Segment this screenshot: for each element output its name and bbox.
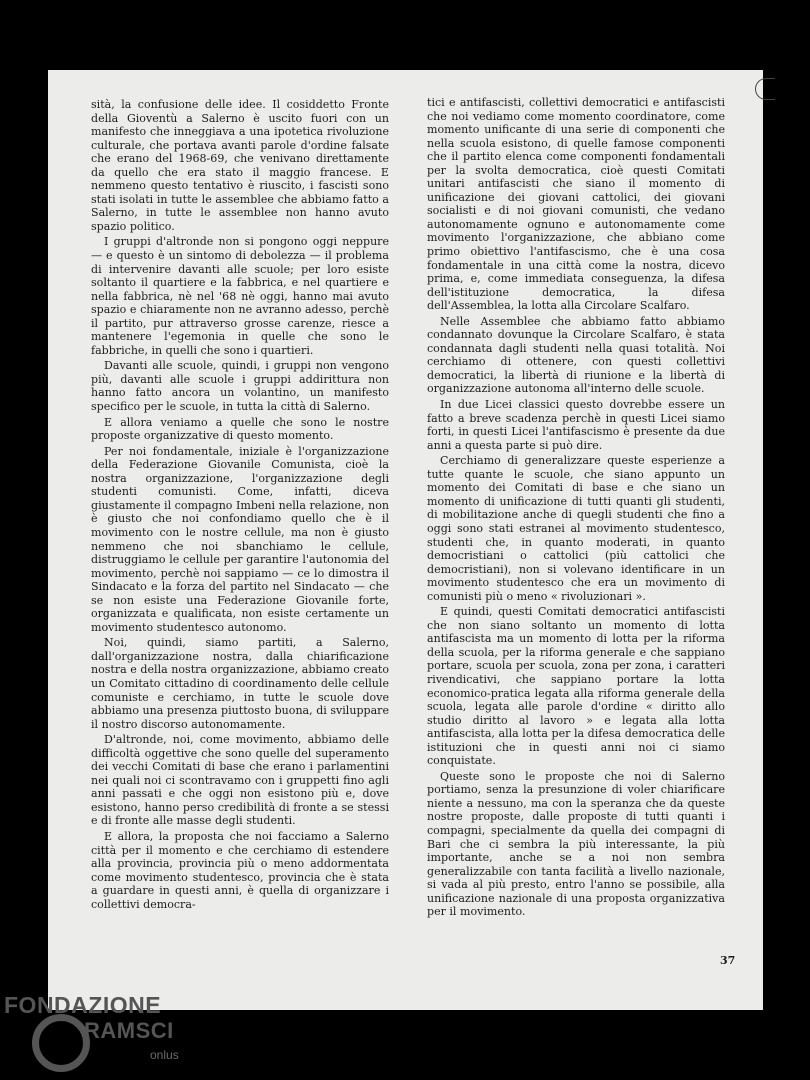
page-edge-mark	[755, 78, 775, 100]
page-number: 37	[720, 954, 736, 967]
paragraph: Noi, quindi, siamo partiti, a Salerno, dall'organizzazione nostra, dalla chiarificazione nostra e della nostra organizzazione, abbiamo creato un Comitato cittadino di coordinamento delle cellule comuniste e cerchiamo, in tutte le scuole dove abbiamo una presenza piuttosto buona, di sviluppare il nostro discorso autonomamente.	[91, 636, 389, 731]
watermark-logo	[0, 992, 210, 1080]
paragraph: E allora, la proposta che noi facciamo a Salerno città per il momento e che cerchiamo di estendere alla provincia, provincia più o meno addormentata come movimento studentesco, provincia che è stata a guardare in questi anni, è quella di organizzare i collettivi democra-	[91, 829, 389, 911]
paragraph: Queste sono le proposte che noi di Salerno portiamo, senza la presunzione di voler chiarificare niente a nessuno, ma con la speranza che da queste nostre proposte, dalle proposte di tutti quanti i compagni, specialmente da quella dei compagni di Bari che ci sembra la più interessante, la più importante, anche se a noi non sembra generalizzabile con tanta facilità a livello nazionale, si vada al più presto, entro l'anno se possibile, alla unificazione nazionale di una proposta organizzativa per il movimento.	[427, 769, 725, 919]
paragraph: Per noi fondamentale, iniziale è l'organizzazione della Federazione Giovanile Comunista, cioè la nostra organizzazione, l'organizzazione degli studenti comunisti. Come, infatti, diceva giustamente il compagno Imbeni nella relazione, non è giusto che noi confondiamo quello che è il movimento con le nostre cellule, ma non è giusto nemmeno che noi sbanchiamo le cellule, distruggiamo le cellule per garantire l'autonomia del movimento, perchè noi sappiamo — ce lo dimostra il Sindacato e la forza del partito nel Sindacato — che se non esiste una Federazione Giovanile forte, organizzata e qualificata, non esiste certamente un movimento studentesco autonomo.	[91, 444, 389, 634]
paragraph: tici e antifascisti, collettivi democratici e antifascisti che noi vediamo come momento coordinatore, come momento unificante di una serie di componenti che nella scuola esistono, di quelle famose componenti che il partito elenca come componenti fondamentali per la svolta democratica, cioè questi Comitati unitari antifascisti che siano il momento di unificazione dei giovani cattolici, dei giovani socialisti e di noi giovani comunisti, che vedano autonomamente ognuno e autonomamente come movimento l'organizzazione, che abbiano come primo obiettivo l'antifascismo, che è una cosa fondamentale in una città come la nostra, dicevo prima, e, come immediata conseguenza, la difesa dell'istituzione democratica, la difesa dell'Assemblea, la lotta alla Circolare Scalfaro.	[427, 96, 725, 313]
paragraph: E allora veniamo a quelle che sono le nostre proposte organizzative di questo momento.	[91, 415, 389, 443]
paragraph: E quindi, questi Comitati democratici antifascisti che non siano soltanto un momento di lotta antifascista ma un momento di lotta per la riforma della scuola, per la riforma generale e che sappiano portare, scuola per scuola, zona per zona, i caratteri rivendicativi, che sappiano portare la lotta economico-pratica legata alla riforma generale della scuola, legata alle parole d'ordine « diritto allo studio diritto al lavoro » e legata alla lotta antifascista, alla lotta per la difesa democratica delle istituzioni che in questi anni noi ci siamo conquistate.	[427, 605, 725, 768]
watermark-g-icon	[32, 1014, 90, 1072]
watermark-suffix: onlus	[150, 1048, 179, 1062]
watermark-line2: RAMSCI	[84, 1018, 174, 1043]
paragraph: I gruppi d'altronde non si pongono oggi neppure — e questo è un sintomo di debolezza — il problema di intervenire davanti alle scuole; per loro esiste soltanto il quartiere e la fabbrica, e nel quartiere e nella fabbrica, nè nel '68 nè oggi, hanno mai avuto spazio e chiaramente non ne avranno adesso, perchè il partito, pur attraverso grosse carenze, riesce a mantenere l'egemonia in quelle che sono le fabbriche, in quelli che sono i quartieri.	[91, 235, 389, 357]
text-column-right	[427, 96, 725, 919]
paragraph: Davanti alle scuole, quindi, i gruppi non vengono più, davanti alle scuole i gruppi addirittura non hanno fatto ancora un volantino, un manifesto specifico per le scuole, in tutta la città di Salerno.	[91, 359, 389, 414]
paragraph: D'altronde, noi, come movimento, abbiamo delle difficoltà oggettive che sono quelle del superamento dei vecchi Comitati di base che erano i parlamentini nei quali noi ci scontravamo con i gruppetti fino agli anni passati e che oggi non esistono più e, dove esistono, hanno perso credibilità di fronte a se stessi e di fronte alle masse degli studenti.	[91, 733, 389, 828]
watermark-line1: FONDAZIONE	[4, 992, 162, 1018]
paragraph: Cerchiamo di generalizzare queste esperienze a tutte quante le scuole, che siano appunto un momento dei Comitati di base e che siano un momento di unificazione di tutti quanti gli studenti, di mobilitazione anche di quegli studenti che fino a oggi sono stati estranei al movimento studentesco, studenti che, in quanto moderati, in quanto democristiani o cattolici (più cattolici che democristiani), non si volevano identificare in un movimento studentesco che era un movimento di comunisti più o meno « rivoluzionari ».	[427, 454, 725, 603]
paragraph: Nelle Assemblee che abbiamo fatto abbiamo condannato dovunque la Circolare Scalfaro, è stata condannata dagli studenti nella quasi totalità. Noi cerchiamo di ottenere, con questi collettivi democratici, la libertà di riunione e la libertà di organizzazione autonoma all'interno delle scuole.	[427, 314, 725, 396]
paragraph: In due Licei classici questo dovrebbe essere un fatto a breve scadenza perchè in questi Licei siamo forti, in questi Licei l'antifascismo è presente da due anni a questa parte si può dire.	[427, 398, 725, 452]
paragraph: sità, la confusione delle idee. Il cosiddetto Fronte della Gioventù a Salerno è uscito fuori con un manifesto che inneggiava a una ipotetica rivoluzione culturale, che portava avanti parole d'ordine falsate che erano del 1968-69, che venivano direttamente da quello che era stato il maggio francese. E nemmeno questo tentativo è riuscito, i fascisti sono stati isolati in tutte le assemblee che abbiamo fatto a Salerno, in tutte le assemblee non hanno avuto spazio politico.	[91, 98, 389, 233]
text-column-left	[91, 98, 389, 911]
